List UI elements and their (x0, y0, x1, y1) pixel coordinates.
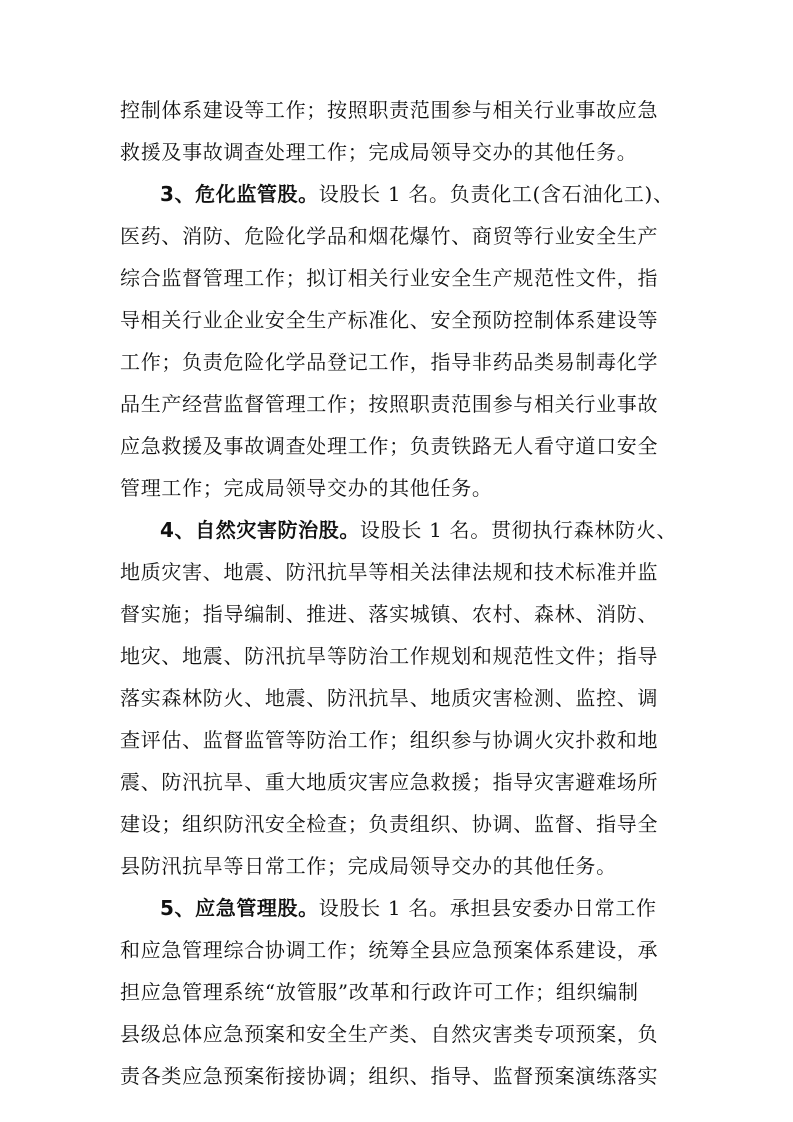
section-heading: 4、自然灾害防治股。 (160, 518, 360, 542)
line-text: 救援及事故调查处理工作；完成局领导交办的其他任务。 (120, 140, 638, 164)
line-text: 综合监督管理工作；拟订相关行业安全生产规范性文件，指 (120, 266, 659, 290)
text-line (120, 216, 674, 256)
line-text: 查评估、监督监管等防治工作；组织参与协调火灾扑救和地 (120, 728, 659, 752)
line-text: 担应急管理系统“放管服”改革和行政许可工作；组织编制 (120, 980, 639, 1004)
section-4-first-line (120, 510, 714, 550)
line-text: 设股长 1 名。贯彻执行森林防火、 (359, 518, 678, 542)
line-text: 督实施；指导编制、推进、落实城镇、农村、森林、消防、 (120, 602, 659, 626)
line-text: 县级总体应急预案和安全生产类、自然灾害类专项预案，负 (120, 1022, 659, 1046)
text-line (120, 426, 674, 466)
text-line (120, 468, 674, 508)
text-line (120, 930, 674, 970)
line-text: 管理工作；完成局领导交办的其他任务。 (120, 476, 493, 500)
line-text: 和应急管理综合协调工作；统筹全县应急预案体系建设，承 (120, 938, 659, 962)
line-text: 设股长 1 名。承担县安委办日常工作 (318, 896, 657, 920)
text-line (120, 762, 674, 802)
text-line (120, 258, 674, 298)
line-text: 地质灾害、地震、防汛抗旱等相关法律法规和技术标准并监 (120, 560, 659, 584)
line-text: 设股长 1 名。负责化工(含石油化工)、 (318, 182, 674, 206)
text-line (120, 90, 674, 130)
text-line (120, 552, 674, 592)
text-line (120, 132, 674, 172)
line-text: 县防汛抗旱等日常工作；完成局领导交办的其他任务。 (120, 854, 617, 878)
line-text: 控制体系建设等工作；按照职责范围参与相关行业事故应急 (120, 98, 659, 122)
text-line (120, 636, 674, 676)
text-line (120, 804, 674, 844)
text-line (120, 1056, 674, 1096)
line-text: 品生产经营监督管理工作；按照职责范围参与相关行业事故 (120, 392, 659, 416)
text-line (120, 342, 674, 382)
line-text: 工作；负责危险化学品登记工作，指导非药品类易制毒化学 (120, 350, 659, 374)
line-text: 应急救援及事故调查处理工作；负责铁路无人看守道口安全 (120, 434, 659, 458)
line-text: 落实森林防火、地震、防汛抗旱、地质灾害检测、监控、调 (120, 686, 659, 710)
text-line (120, 384, 674, 424)
line-text: 震、防汛抗旱、重大地质灾害应急救援；指导灾害避难场所 (120, 770, 659, 794)
line-text: 地灾、地震、防汛抗旱等防治工作规划和规范性文件；指导 (120, 644, 659, 668)
text-line (120, 846, 674, 886)
text-line (120, 1014, 674, 1054)
text-line (120, 300, 674, 340)
line-text: 导相关行业企业安全生产标准化、安全预防控制体系建设等 (120, 308, 659, 332)
text-line (120, 720, 674, 760)
line-text: 医药、消防、危险化学品和烟花爆竹、商贸等行业安全生产 (120, 224, 659, 248)
line-text: 建设；组织防汛安全检查；负责组织、协调、监督、指导全 (120, 812, 659, 836)
section-3-first-line (120, 174, 714, 214)
section-heading: 5、应急管理股。 (160, 896, 319, 920)
text-line (120, 678, 674, 718)
line-text: 责各类应急预案衔接协调；组织、指导、监督预案演练落实 (120, 1064, 659, 1088)
section-5-first-line (120, 888, 714, 928)
text-line (120, 972, 674, 1012)
text-line (120, 594, 674, 634)
section-heading: 3、危化监管股。 (160, 182, 319, 206)
